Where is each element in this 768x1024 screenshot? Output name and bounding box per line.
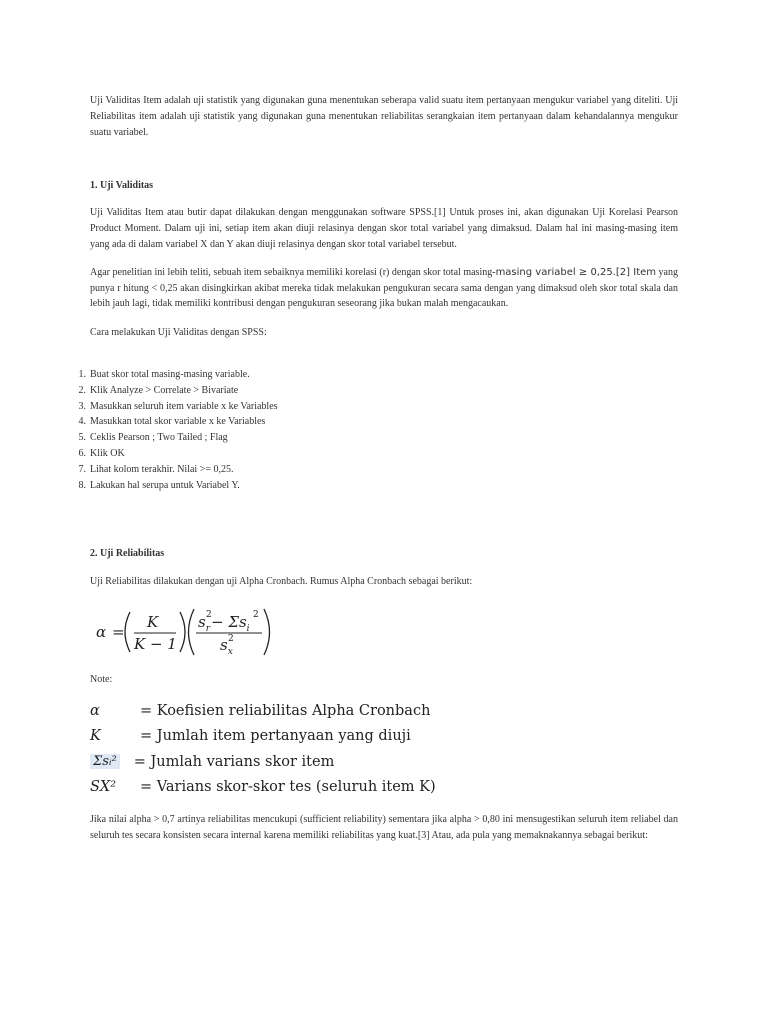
legend-symbol: α (90, 702, 100, 719)
list-item: 7. Lihat kolom terakhir. Nilai >= 0,25. (78, 463, 234, 475)
legend-description: = Varians skor-skor tes (seluruh item K) (140, 779, 436, 796)
alpha-cronbach-formula (90, 606, 678, 658)
legend-row (90, 774, 678, 800)
legend-row (90, 723, 678, 749)
validitas-p2-mixed-font: masing variabel ≥ 0,25.[2] Item (495, 266, 657, 278)
note-label: Note: (90, 674, 113, 686)
intro-paragraph: Uji Validitas Item adalah uji statistik yang digunakan guna menentukan seberapa valid suatu item pertanyaan mengukur variabel yang diteliti. Uji Reliabilitas item adalah uji statistik yang digunakan guna menentukan reliabilitas serangkaian item pertanyaan dalam kehandalannya mengukur suatu variabel. (90, 95, 678, 138)
formula-sx-sup: 2 (228, 634, 234, 645)
list-item: 4. Masukkan total skor variable x ke Variables (78, 416, 266, 428)
formula-k-denominator: K − 1 (134, 635, 177, 654)
validitas-paragraph-2 (90, 265, 678, 312)
list-item: 5. Ceklis Pearson ; Two Tailed ; Flag (78, 432, 228, 444)
validitas-p2-start: Agar penelitian ini lebih teliti, sebuah item sebaiknya memiliki korelasi (r) dengan skor total masing- (90, 266, 496, 278)
formula-si-sup: 2 (253, 610, 259, 621)
document-page (78, 86, 678, 844)
list-item: 1. Buat skor total masing-masing variable. (78, 368, 250, 380)
list-item: 2. Klik Analyze > Correlate > Bivariate (78, 384, 239, 396)
formula-legend (90, 698, 678, 800)
formula-sr: $s_r$ (198, 613, 211, 635)
legend-row (90, 749, 678, 775)
formula-minus-sigma-si: − $\Sigma s_i$ (211, 613, 250, 635)
heading-uji-reliabilitas: 2. Uji Reliabilitas (90, 548, 165, 560)
reliabilitas-paragraph: Uji Reliabilitas dilakukan dengan uji Alpha Cronbach. Rumus Alpha Cronbach sebagai berikut: (90, 576, 473, 588)
formula-alpha: α (96, 623, 107, 642)
formula-sx: $s_x$ (220, 636, 233, 658)
list-item: 3. Masukkan seluruh item variable x ke Variables (78, 400, 278, 412)
legend-description: = Jumlah varians skor item (133, 753, 335, 770)
formula-k-numerator: K (147, 613, 159, 632)
legend-description: = Koefisien reliabilitas Alpha Cronbach (140, 702, 431, 719)
legend-row (90, 698, 678, 724)
cara-spss-paragraph: Cara melakukan Uji Validitas dengan SPSS: (90, 327, 267, 339)
formula-sr-sup: 2 (206, 610, 212, 621)
formula-equals: = (112, 623, 125, 642)
legend-symbol: K (90, 728, 101, 745)
legend-description: = Jumlah item pertanyaan yang diuji (140, 728, 411, 745)
validitas-p2-end: yang punya r hitung < 0,25 akan disingkirkan akibat mereka tidak melakukan pengukuran secara sama dengan yang dimaksud oleh skor total skala dan lebih jauh lagi, tidak memiliki kontribusi dengan pengukuran seseorang jika bukan malah mengacaukan. (90, 266, 678, 310)
alpha-interpretation-paragraph: Jika nilai alpha > 0,7 artinya reliabilitas mencukupi (sufficient reliability) sementara jika alpha > 0,80 ini mensugestikan seluruh item reliabel dan seluruh tes secara konsisten secara internal karena memiliki reliabilitas yang kuat.[3] Atau, ada pula yang memaknakannya sebagai berikut: (90, 813, 678, 841)
spss-steps-list (78, 367, 678, 493)
heading-uji-validitas: 1. Uji Validitas (90, 180, 154, 192)
legend-symbol: Σsᵢ² (90, 754, 120, 769)
list-item: 6. Klik OK (78, 447, 125, 459)
validitas-paragraph-1: Uji Validitas Item atau butir dapat dilakukan dengan menggunakan software SPSS.[1] Untuk proses ini, akan digunakan Uji Korelasi Pearson Product Moment. Dalam uji ini, setiap item akan diuji relasinya dengan skor total variabel yang dimaksud. Dalam hal ini masing-masing item yang ada di dalam variabel X dan Y akan diuji relasinya dengan skor total variabel tersebut. (90, 207, 678, 250)
list-item: 8. Lakukan hal serupa untuk Variabel Y. (78, 479, 240, 491)
legend-symbol: SX² (90, 779, 117, 796)
